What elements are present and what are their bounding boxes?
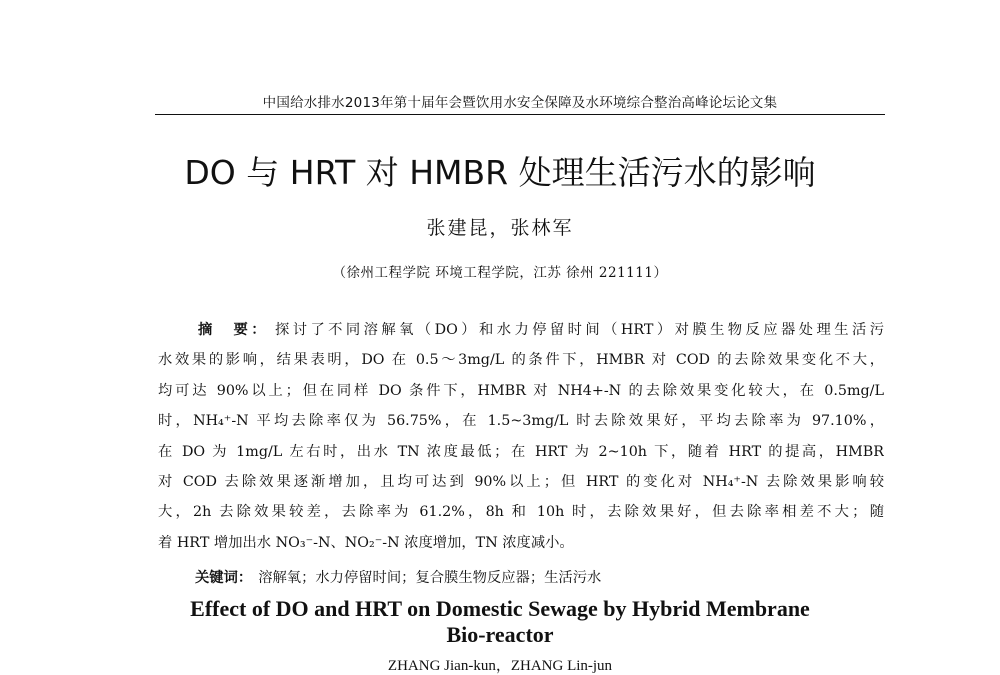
abstract-line: 时，NH₄⁺-N 平均去除率仅为 56.75%，在 1.5~3mg/L 时去除效果好，平均去除率为 97.10%， bbox=[158, 413, 884, 430]
abstract bbox=[158, 315, 884, 558]
abstract-line: 着 HRT 增加出水 NO₃⁻-N、NO₂⁻-N 浓度增加，TN 浓度减小。 bbox=[158, 534, 574, 551]
authors-en: ZHANG Jian-kun，ZHANG Lin-jun bbox=[387, 658, 613, 674]
header-rule bbox=[155, 114, 885, 115]
abstract-line bbox=[158, 315, 884, 345]
paper-title-en bbox=[0, 596, 1000, 648]
abstract-line: 在 DO 为 1mg/L 左右时，出水 TN 浓度最低；在 HRT 为 2~10h 下，随着 HRT 的提高，HMBR bbox=[158, 443, 884, 460]
abstract-line: 均可达 90%以上；但在同样 DO 条件下，HMBR 对 NH4+-N 的去除效果变化较大，在 0.5mg/L bbox=[158, 382, 884, 399]
paper-title-en-line1: Effect of DO and HRT on Domestic Sewage by Hybrid Membrane bbox=[190, 596, 810, 621]
abstract-line-text: 探讨了不同溶解氧（DO）和水力停留时间（HRT）对膜生物反应器处理生活污 bbox=[274, 322, 884, 338]
abstract-line: 水效果的影响，结果表明，DO 在 0.5～3mg/L 的条件下，HMBR 对 COD 的去除效果变化不大， bbox=[158, 352, 884, 369]
abstract-line: 对 COD 去除效果逐渐增加，且均可达到 90%以上；但 HRT 的变化对 NH₄⁺-N 去除效果影响较 bbox=[158, 473, 884, 490]
abstract-label: 摘 要： bbox=[198, 322, 269, 338]
keywords bbox=[195, 567, 601, 587]
keywords-label: 关键词： bbox=[195, 570, 253, 586]
proceedings-header: 中国给水排水2013年第十届年会暨饮用水安全保障及水环境综合整治高峰论坛论文集 bbox=[262, 95, 778, 111]
affiliation-cn: （徐州工程学院 环境工程学院，江苏 徐州 221111） bbox=[332, 265, 668, 281]
authors-cn: 张建昆，张林军 bbox=[426, 217, 574, 239]
keywords-text: 溶解氧；水力停留时间；复合膜生物反应器；生活污水 bbox=[258, 570, 602, 586]
paper-title-en-line2: Bio-reactor bbox=[446, 622, 554, 647]
abstract-line: 大，2h 去除效果较差，去除率为 61.2%，8h 和 10h 时，去除效果好，但去除率相差不大；随 bbox=[158, 504, 884, 521]
paper-title-cn: DO 与 HRT 对 HMBR 处理生活污水的影响 bbox=[184, 153, 816, 192]
